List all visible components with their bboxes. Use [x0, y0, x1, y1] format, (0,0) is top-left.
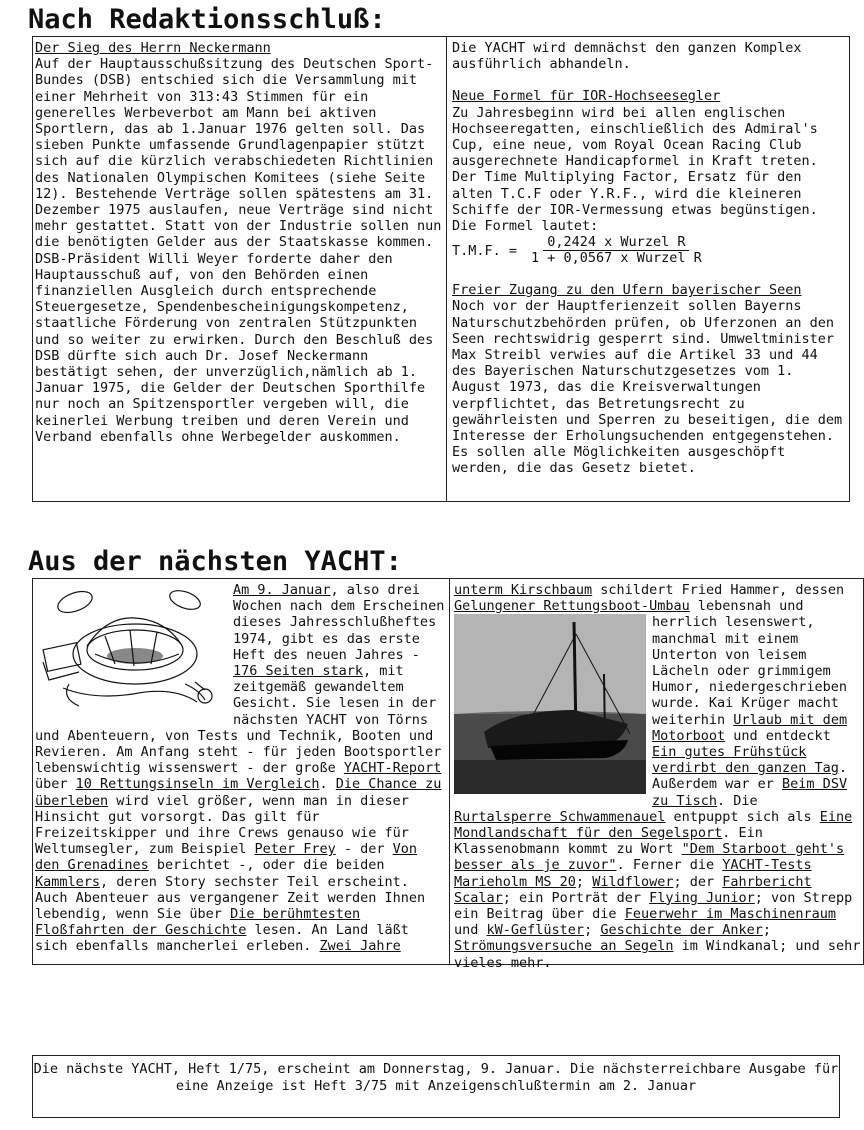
next-issue-notice	[32, 1055, 840, 1118]
column-divider	[446, 37, 447, 501]
formula-fraction	[527, 235, 706, 266]
article-body-ior: Zu Jahresbeginn wird bei allen englischen Hochseeregatten, einschließlich des Admiral's Cup, eine neue, vom Royal Ocean Racing Club ausgerechnete Handicapformel in Kraft treten. Der Time Multiplying Factor, Ersatz für den alten T.C.F oder Y.R.F., wird die kleineren Schiffe der IOR-Vermessung etwas begünstigen. Die Formel lautet:	[452, 104, 818, 235]
preview-left-column	[35, 582, 445, 955]
tmf-formula	[452, 235, 848, 266]
preview-right-column	[454, 582, 862, 971]
next-issue-text: Die nächste YACHT, Heft 1/75, erscheint am Donnerstag, 9. Januar. Die nächsterreichbare Ausgabe für eine Anzeige ist Heft 3/75 mit Anzeigenschlußtermin am 2. Januar	[33, 1061, 839, 1094]
section-heading-naechste-yacht: Aus der nächsten YACHT:	[28, 546, 402, 577]
formula-numerator: 0,2424 x Wurzel R	[543, 235, 689, 251]
preview-text-left: Am 9. Januar, also drei Wochen nach dem Erscheinen dieses Jahresschlußheftes 1974, gibt es das erste Heft des neuen Jahres - 176 Seiten stark, mit zeitgemäß gewandeltem Gesicht. Sie lesen in der nächsten YACHT von Törns und Abenteuern, von Tests und Technik, Booten und Revieren. Am Anfang steht - für jeden Bootsportler lebenswichtig wissenswert - der große YACHT-Report über 10 Rettungsinseln im Vergleich. Die Chance zu überleben wird viel größer, wenn man in dieser Hinsicht gut vorsorgt. Das gilt für Freizeitskipper und ihre Crews genauso wie für Weltumsegler, zum Beispiel Peter Frey - der Von den Grenadines berichtet -, oder die beiden Kammlers, deren Story sechster Teil erscheint. Auch Abenteuer aus vergangener Zeit werden Ihnen lebendig, wenn Sie über Die berühmtesten Floßfahrten der Geschichte lesen. An Land läßt sich ebenfalls mancherlei erleben. Zwei Jahre	[35, 582, 445, 955]
article-title-seen: Freier Zugang zu den Ufern bayerischer Seen	[452, 282, 802, 299]
article-title-neckermann: Der Sieg des Herrn Neckermann	[35, 40, 271, 56]
redaktionsschluss-box	[32, 36, 850, 502]
right-column-articles	[452, 40, 848, 477]
liferaft-illustration-icon	[35, 584, 227, 714]
article-body-neckermann: Auf der Hauptausschußsitzung des Deutschen Sport-Bundes (DSB) entschied sich die Versammlung mit einer Mehrheit von 313:43 Stimmen für ein generelles Werbeverbot am Mann bei aktiven Sportlern, das ab 1.Januar 1976 gelten soll. Das sieben Punkte umfassende Grundlagenpapier stützt sich auf die kürzlich verabschiedeten Richtlinien des Nationalen Olympischen Komitees (siehe Seite 12). Bestehende Verträge sollen spätestens am 31. Dezember 1975 auslaufen, neue Verträge sind nicht mehr gestattet. Statt von der Industrie sollen nun die benötigten Gelder aus der Staatskasse kommen. DSB-Präsident Willi Weyer forderte daher den Hauptausschuß auf, von den Behörden einen finanziellen Ausgleich durch entsprechende Steuergesetze, Spendenbescheinigungskompetenz, staatliche Förderung von zentralen Stützpunkten und so weiter zu erwirken. Durch den Beschluß des DSB dürfte sich auch Dr. Josef Neckermann bestätigt sehen, der unverzüglich,nämlich ab 1. Januar 1975, die Gelder der Deutschen Sporthilfe nur noch an Spitzensportler vergeben will, die keinerlei Werbung treiben und deren Verein und Verband ebenfalls ohne Werbegelder auskommen.	[35, 56, 442, 445]
preview-text-right: unterm Kirschbaum schildert Fried Hammer, dessen Gelungener Rettungsboot-Umbau lebensnah und herrlich lesenswert, manchmal mit einem Unterton von leisem Lächeln oder grimmigem Humor, niedergeschrieben wurde. Kai Krüger macht weiterhin Urlaub mit dem Motorboot und entdeckt Ein gutes Frühstück verdirbt den ganzen Tag. Außerdem war er Beim DSV zu Tisch. Die Rurtalsperre Schwammenauel entpuppt sich als Eine Mondlandschaft für den Segelsport. Ein Klassenobmann kommt zu Wort "Dem Starboot geht's besser als je zuvor". Ferner die YACHT-Tests Marieholm MS 20; Wildflower; der Fahrbericht Scalar; ein Porträt der Flying Junior; von Strepp ein Beitrag über die Feuerwehr im Maschinenraum und kW-Geflüster; Geschichte der Anker; Strömungsversuche an Segeln im Windkanal; und sehr vieles mehr.	[454, 582, 861, 971]
column-divider	[449, 579, 450, 964]
article-title-ior: Neue Formel für IOR-Hochseesegler	[452, 88, 721, 105]
article-neckermann	[35, 40, 443, 445]
article-continuation: Die YACHT wird demnächst den ganzen Komplex ausführlich abhandeln.	[452, 40, 802, 73]
article-body-seen: Noch vor der Hauptferienzeit sollen Bayerns Naturschutzbehörden prüfen, ob Uferzonen an den Seen rechtswidrig gesperrt sind. Umweltminister Max Streibl verwies auf die Artikel 33 und 44 des Bayerischen Naturschutzgesetzes vom 1. August 1973, das die Kreisverwaltungen verpflichtet, das Betretungsrecht zu gewährleisten und Sperren zu beseitigen, die dem Interesse der Erholungsuchenden entgegenstehen. Es sollen alle Möglichkeiten ausgeschöpft werden, die das Gesetz bietet.	[452, 298, 843, 477]
formula-denominator: 1 + 0,0567 x Wurzel R	[531, 250, 702, 267]
naechste-yacht-box	[32, 578, 864, 971]
section-heading-redaktionsschluss: Nach Redaktionsschluß:	[28, 4, 386, 35]
formula-lhs: T.M.F. =	[452, 242, 518, 259]
sailboat-photo-icon	[454, 614, 646, 794]
